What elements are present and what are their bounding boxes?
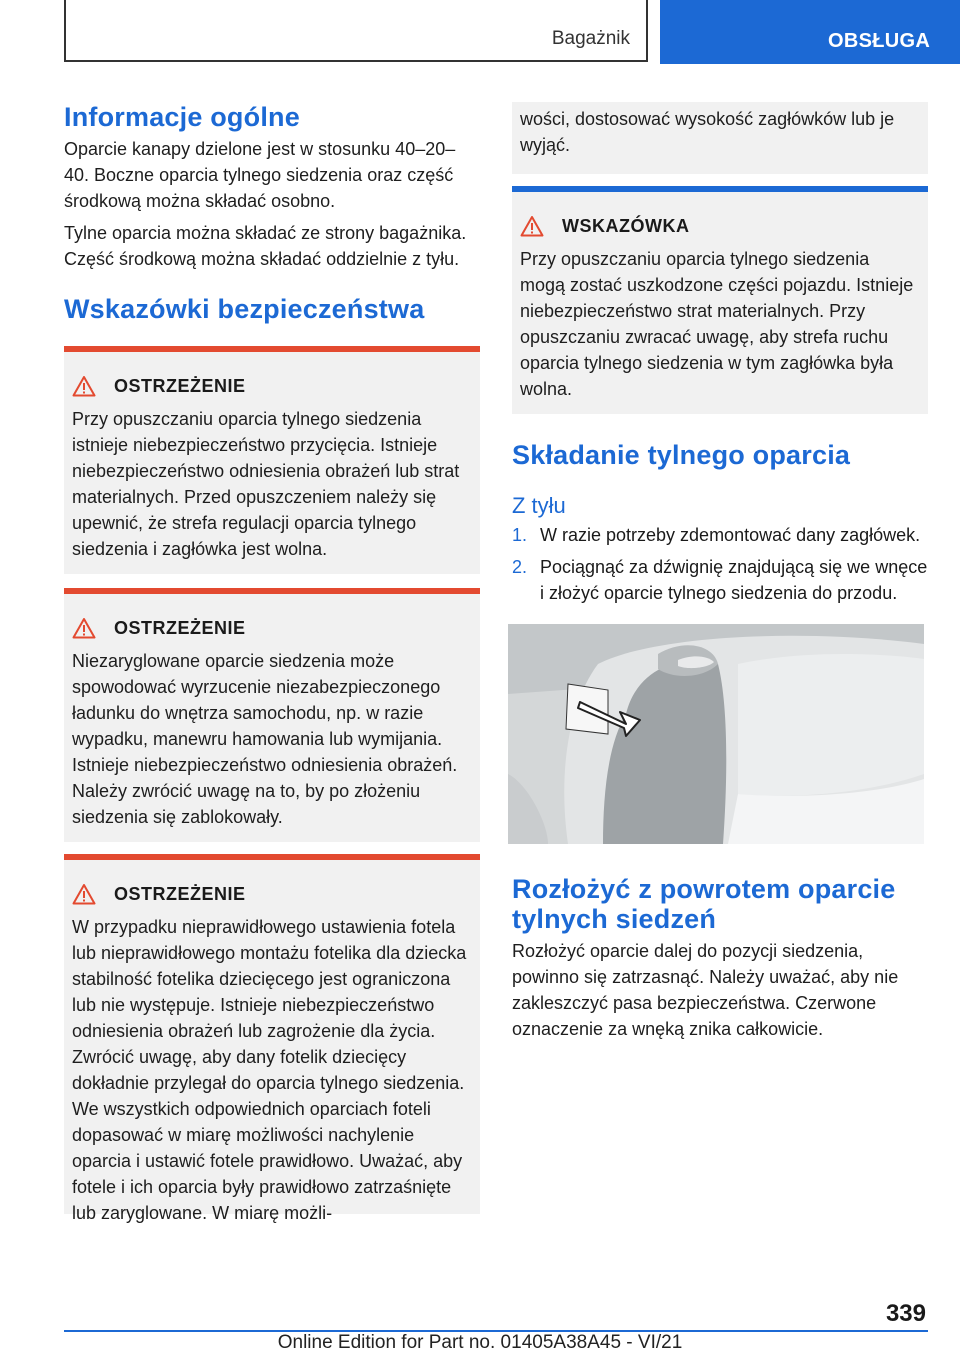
warning-triangle-icon: [72, 617, 96, 639]
warning-box-continuation: [512, 102, 928, 174]
paragraph-trunk-folding: Tylne oparcia można składać ze strony bagażnika. Część środkową można składać oddzielnie z tyłu.: [64, 223, 467, 269]
list-item: [512, 522, 928, 548]
subheading-from-rear: Z tyłu: [512, 493, 566, 518]
warning-text: Niezaryglowane oparcie siedzenia może spowodować wyrzucenie niezabezpieczonego ładunku do wnętrza samochodu, np. w razie wypadku, manewru hamowania lub wymijania. Istnieje niebezpieczeństwo odniesienia obrażeń. Należy zwrócić uwagę na to, by po złożeniu siedzenia się zablokowały.: [72, 651, 458, 827]
paragraph-unfold: Rozłożyć oparcie dalej do pozycji siedzenia, powinno się zatrzasnąć. Należy uważać, aby nie zakleszczyć pasa bezpieczeństwa. Czerwone oznaczenie za wnęką znika całkowicie.: [512, 941, 899, 1039]
header-frame: [64, 0, 648, 62]
folding-steps-list: [512, 522, 928, 606]
notice-text: Przy opuszczaniu oparcia tylnego siedzenia mogą zostać uszkodzone części pojazdu. Istnieje niebezpieczeństwo strat materialnych. Przy opuszczaniu zwracać uwagę, aby strefa ruchu oparcia tylnego siedzenia w tym zagłówka była wolna.: [520, 249, 914, 399]
step-number: 1.: [512, 525, 528, 545]
warning-title: OSTRZEŻENIE: [114, 617, 246, 638]
warning-title: OSTRZEŻENIE: [114, 883, 246, 904]
paragraph-split-ratio: Oparcie kanapy dzielone jest w stosunku 40–20–40. Boczne oparcia tylnego siedzenia oraz część środkową można składać osobno.: [64, 139, 456, 211]
warning-continuation-text: wości, dostosować wysokość zagłówków lub je wyjąć.: [520, 109, 895, 155]
step-text: W razie potrzeby zdemontować dany zagłówek.: [540, 525, 921, 545]
warning-text: Przy opuszczaniu oparcia tylnego siedzenia istnieje niebezpieczeństwo przycięcia. Istnieje niebezpieczeństwo odniesienia obrażeń lub strat materialnych. Przed opuszczeniem należy się upewnić, że strefa regulacji oparcia tylnego siedzenia i zagłówka jest wolna.: [72, 409, 460, 559]
notice-box-damage: [512, 186, 928, 414]
warning-triangle-icon: [72, 375, 96, 397]
footer-edition: Online Edition for Part no. 01405A38A45 - VI/21: [277, 1332, 683, 1353]
rear-seat-image: [508, 624, 924, 844]
heading-general-info: Informacje ogólne: [64, 102, 300, 132]
warning-box-unlocked-seat: [64, 588, 480, 842]
step-text: Pociągnąć za dźwignię znajdującą się we wnęce i złożyć oparcie tylnego siedzenia do przodu.: [540, 557, 928, 603]
header-chapter-tab[interactable]: OBSŁUGA: [660, 0, 960, 64]
rear-seat-illustration: [508, 624, 924, 844]
left-column: [64, 100, 480, 1223]
right-column: [512, 102, 928, 1042]
page-number: 339: [885, 1300, 926, 1327]
warning-text: W przypadku nieprawidłowego ustawienia fotela lub nieprawidłowego montażu fotelika dla dziecka stabilność fotelika dziecięcego jest ograniczona lub nie występuje. Istnieje niebezpieczeństwo odniesienia obrażeń lub zagrożenie dla życia. Zwrócić uwagę, aby dany fotelik dziecięcy dokładnie przylegał do oparcia tylnego siedzenia. We wszystkich odpowiednich oparciach foteli dopasować w miarę możliwości nachylenie oparcia i ustawić fotele prawidłowo. Uważać, aby fotele i ich oparcia były prawidłowo zatrzaśnięte lub zaryglowane. W miarę możli-: [72, 917, 467, 1223]
notice-title: WSKAZÓWKA: [562, 215, 690, 236]
heading-folding-backrest: Składanie tylnego oparcia: [512, 440, 851, 470]
warning-triangle-icon: [72, 883, 96, 905]
heading-safety: Wskazówki bezpieczeństwa: [64, 294, 425, 324]
step-number: 2.: [512, 557, 528, 577]
notice-triangle-icon: [520, 215, 544, 237]
header-section-title: Bagażnik: [551, 28, 630, 49]
warning-box-pinching: [64, 346, 480, 574]
list-item: [512, 554, 928, 606]
heading-unfold-backrest: Rozłożyć z powrotem oparcie tylnych siedzeń: [512, 874, 896, 934]
warning-box-child-seat: [64, 854, 480, 1223]
warning-title: OSTRZEŻENIE: [114, 375, 246, 396]
